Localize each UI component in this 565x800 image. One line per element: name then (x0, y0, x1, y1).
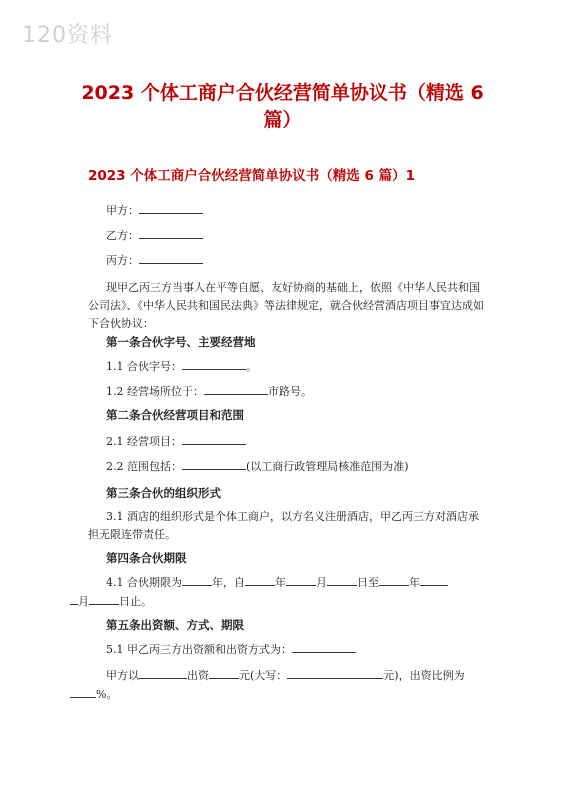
article-4-1-e: 日至 (357, 576, 379, 589)
article-2-2-end: (以工商行政管理局核准范围为准) (246, 460, 409, 473)
article-5-1-label: 5.1 甲乙丙三方出资额和出资方式为： (106, 643, 292, 656)
end-month-blank-a (420, 573, 448, 586)
party-a-label: 甲方： (106, 204, 139, 217)
article-3-title: 第三条合伙的组织形式 (106, 486, 221, 500)
article-5-e: %。 (96, 688, 118, 701)
article-3-1: 3.1 酒店的组织形式是个体工商户，以方名义注册酒店，甲乙丙三方对酒店承担无限连带责任。 (88, 510, 479, 541)
article-4-1-c: 年 (275, 576, 286, 589)
amount-capital-blank (287, 666, 383, 679)
article-1-2 (106, 382, 312, 401)
party-b-blank (139, 226, 203, 239)
article-1-1-blank (182, 357, 246, 370)
article-5-1-blank (292, 640, 356, 653)
article-4-1-h: 日止。 (119, 595, 152, 608)
article-5-title: 第五条出资额、方式、期限 (106, 618, 244, 632)
article-5-c: 元(大写： (239, 669, 288, 682)
article-1-2-end: 市路号。 (268, 385, 312, 398)
article-4-1-d: 月 (316, 576, 327, 589)
party-c-line (106, 251, 203, 270)
party-c-label: 丙方： (106, 254, 139, 267)
article-5-1 (106, 640, 356, 659)
party-b-line (106, 226, 203, 245)
document-title (60, 80, 505, 134)
article-2-2-label: 2.2 范围包括： (106, 460, 182, 473)
party-a-line (106, 201, 203, 220)
start-year-blank (245, 573, 275, 586)
document-title-line-2: 篇） (263, 109, 302, 131)
article-2-2-blank (182, 457, 246, 470)
article-4-1-f: 年 (409, 576, 420, 589)
article-2-1-blank (182, 432, 246, 445)
end-day-blank (89, 592, 119, 605)
article-5-a: 甲方以 (106, 669, 139, 682)
article-1-1-label: 1.1 合伙字号： (106, 360, 182, 373)
article-1-1-end: 。 (246, 360, 257, 373)
article-4-1-b: 年，自 (212, 576, 245, 589)
article-4-1-g: 月 (78, 595, 89, 608)
start-day-blank (327, 573, 357, 586)
watermark: 120资料 (22, 23, 113, 48)
article-5-b: 出资 (187, 669, 209, 682)
end-month-blank-b (70, 592, 78, 605)
article-1-title: 第一条合伙字号、主要经营地 (106, 335, 256, 349)
intro-paragraph: 现甲乙丙三方当事人在平等自愿、友好协商的基础上，依照《中华人民共和国公司法》、《中华人民共和国民法典》等法律规定，就合伙经营酒店项目事宜达成如下合伙协议： (88, 281, 484, 330)
article-4-1-a: 4.1 合伙期限为 (106, 576, 182, 589)
party-a-blank (139, 201, 203, 214)
article-2-title: 第二条合伙经营项目和范围 (106, 408, 244, 422)
party-c-blank (139, 251, 203, 264)
article-2-1 (106, 432, 246, 451)
term-years-blank (182, 573, 212, 586)
article-2-2 (106, 457, 409, 476)
contribution-form-blank (139, 666, 187, 679)
article-1-2-label: 1.2 经营场所位于： (106, 385, 204, 398)
amount-blank (209, 666, 239, 679)
section-title: 2023 个体工商户合伙经营简单协议书（精选 6 篇）1 (88, 168, 415, 184)
party-b-label: 乙方： (106, 229, 139, 242)
article-1-1 (106, 357, 257, 376)
article-1-2-blank (204, 382, 268, 395)
article-4-title: 第四条合伙期限 (106, 551, 187, 565)
article-5-d: 元)，出资比例为 (383, 669, 465, 682)
ratio-blank (70, 685, 96, 698)
end-year-blank (379, 573, 409, 586)
article-2-1-label: 2.1 经营项目： (106, 435, 182, 448)
article-4-1 (78, 573, 488, 611)
document-title-line-1: 2023 个体工商户合伙经营简单协议书（精选 6 (81, 82, 484, 104)
article-5-party-a (88, 666, 488, 704)
start-month-blank (286, 573, 316, 586)
